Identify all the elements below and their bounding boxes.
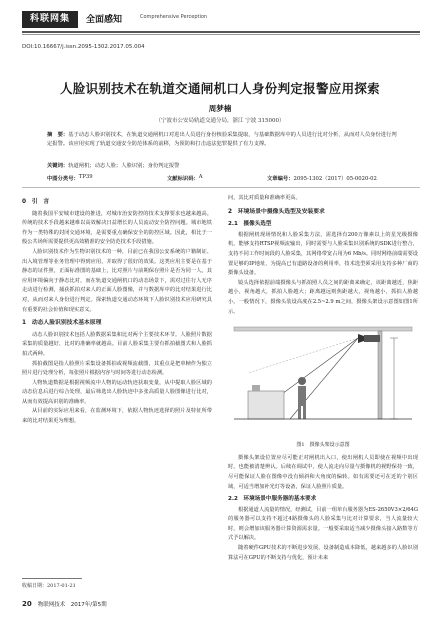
keywords	[47, 161, 399, 169]
paragraph: 人脸识别技术作为生物识别技术的一种，目前已在我国公安系统的户籍制证、出入境管理等业务管理中得到应用，并取得了很好的效果。这类应用主要是在基于静态的证件照，正面标准图的基础上，比对照片与前期保存照片是否为同一人。其应用环境偏向于静态比对，而在轨道交通闸机口的动态场景下，需对过往行人无序走动进行检测，捕获抓拍对来人的正面人脸图像，并与数据库中的比对结果进行比对，从而对来人身份进行判定。探索轨道交通动态环境下人脸识别技术应用研究具有重要的社会价值和现实意义。	[22, 248, 212, 313]
received-date: 收稿日期：2017-01-21	[22, 583, 76, 589]
person-body-icon	[298, 386, 306, 406]
paragraph: 镜头选择依据前端摄像头与抓拍照人员之间的距离来确定，该距离越近，焦距越小，视角越大，抓拍人脸越大；距离越远则焦距越大，视角越小，抓拍人脸越小。一般情况下，摄像头装设高度在2.5~2.9 m之间，摄像头架设示意图如图1所示。	[228, 279, 418, 315]
header-rule	[22, 31, 420, 33]
keywords-label: 关键词：	[47, 163, 69, 169]
paragraph: 随着硬件GPU技术的不断进步发展，设备制造成本降低，越来越多的人脸识别算法可在GPU的不断支持与优化，预计未来	[228, 545, 418, 561]
right-column	[228, 194, 418, 563]
turnstile-icon	[248, 391, 284, 419]
journal-issue: 物联网技术 2017年/第5期	[37, 602, 107, 608]
figure-camera-installation	[228, 321, 418, 439]
section-subtitle: Comprehensive Perception	[140, 14, 208, 20]
article-number: 文章编号： 2095-1302（2017）05-0020-02	[267, 176, 377, 182]
page-footer	[22, 600, 107, 608]
paragraph: 根据通道人流量的情况，经测试，目前一组单台服务器为ES-2650V3×2/64G的服务器可以支持不超过4路摄像头的人脸采集与比对计算要求，当人流量较大时，则会增加该服务器计算资源需求量。一般要采取适当减少摄像头接入路数等方式予以解决。	[228, 506, 418, 542]
view-line-axis	[248, 338, 358, 373]
section-heading-intro: 0 引 言	[22, 199, 50, 205]
paragraph: 抓拍截图是指人脸照片采集设备抓拍或视频流截图，其重点是把单帧作为独立照片进行处理分析，每张照片根据内容与时间等进行动态检测。	[22, 360, 212, 377]
header-rule-thin	[22, 34, 420, 35]
camera-lens-icon	[358, 334, 364, 343]
paragraph: 人物轨道数据是根据视频流中人物的运动轨迹获取变量，从中提取人脸区域的动态信息后进行综合处理，最后筛选出人脸轨迹中多张高质量人脸图像进行比对，从而有效提高识别的准确率。	[22, 379, 212, 405]
abstract-text: 基于动态人脸识别技术，在轨道交通闸机口对进出人员进行身份核验采集提取，与基础数据库中的人员进行比对分析，从而对人员身份进行判定报警。该应用实现了轨道交通安全防范体系的前移，为预防和打击违法犯罪提供了有力支撑。	[47, 132, 397, 147]
abstract-divider	[22, 187, 420, 188]
paragraph: 摄像头架设位置应尽可能正对闸机出入口，使出闸机人员即使在视频中出现时，也能被清楚辨认。后续在调试中，使人流走向尽量与摄像机的视野保持一致，尽可能保证人脸在图像中没有倾斜和大角度的偏转。如有需要还可在近的个别区域，可适当增加补光灯等设备，保证人脸照片质量。	[228, 454, 418, 490]
paragraph-continued: 问，其比对质量和准确率更高。	[228, 195, 301, 201]
figure-caption: 图1 摄像头架设示意图	[296, 442, 350, 449]
abstract-label: 摘 要：	[47, 132, 69, 138]
paragraph: 动态人脸识别技术包括人脸数据采集和比对两个主要技术环节。人脸照片数据采集的质量越好，比对的准确率就越高。目前人脸采集主要有抓拍截图式和人脸抓拍式两种。	[22, 331, 212, 357]
keywords-text: 轨道闸机；动态人脸；人脸识别；身份判定报警	[68, 163, 180, 169]
paragraph: 根据闸机现场情况和人脸采集方法，需选择有200万像素以上的星光级摄像机，能够支持RTSP视频流输出，同时需要与人脸采集识别系统的SDK进行整合，支持不同工作时间段的人脸采集，其网络带宽占用为6 Mb/s。同时网络前端需要设置足够的IP地址，为提高已有道路设备的利用率，技术选型须采用支持多种厂商的摄像头设备。	[228, 231, 418, 277]
section-heading-2: 2 环境场景中摄像头选型及安装要求	[228, 208, 325, 215]
subsection-heading-2-2: 2.2 环境场景中服务器的基本要求	[228, 496, 317, 503]
paragraph: 随着我国平安城市建设的推进，对城市治安防控的技术支撑要求也越来越高。传统的技术手段越来越难以高效解决日益增长的人员流动安全防控问题。城市地铁作为一类特殊的封闭交通环境，是需要重点确保安全的防控区域。因此，相比于一般公共场所需要提供更高效精准的安全防范技术手段措施。	[22, 210, 212, 246]
journal-logo: 科联网集	[22, 11, 78, 28]
left-column	[22, 194, 212, 427]
article-meta	[47, 174, 399, 184]
section-heading-1: 1 动态人脸识别技术基本原理	[22, 320, 102, 327]
mounting-pole	[378, 331, 382, 419]
footnote-rule	[22, 578, 82, 579]
turnstile-head	[252, 385, 260, 391]
section-title: 全面感知	[86, 15, 123, 25]
journal-header	[0, 0, 440, 38]
author-affiliation: （宁波市公安局轨道交通分局，浙江 宁波 315000）	[155, 118, 285, 124]
paper-title: 人脸识别技术在轨道交通闸机口人身份判定报警应用探索	[59, 81, 380, 96]
subsection-heading-2-1: 2.1 摄像头选型	[228, 221, 272, 228]
doi: DOI:10.16667/j.issn.2095-1302.2017.05.004	[22, 44, 145, 50]
person-head-icon	[298, 377, 306, 385]
ceiling-beam	[234, 327, 412, 331]
clc-number: 中图分类号： TP39	[47, 174, 93, 182]
abstract	[47, 131, 399, 149]
doc-code: 文献标识码： A	[167, 174, 203, 182]
camera-icon	[364, 335, 380, 342]
page-number: 20	[22, 600, 32, 608]
paper-author: 周梦楠	[208, 104, 232, 113]
paragraph: 从目前的实际应用来看，在监测环境下，依据人物轨迹选择的照片及特征所带来的比对结果更为理想。	[22, 408, 212, 425]
camera-installation-diagram	[228, 321, 418, 439]
